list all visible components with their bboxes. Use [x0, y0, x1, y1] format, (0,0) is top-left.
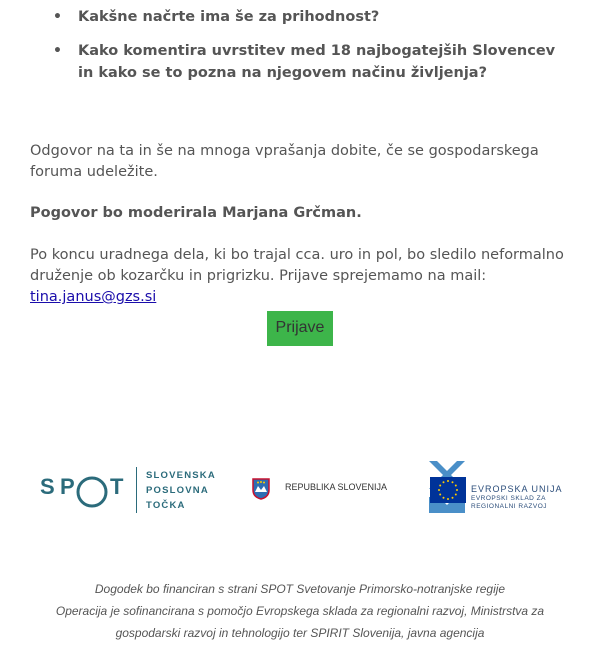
footer-line: Dogodek bo financiran s strani SPOT Svetovanje Primorsko-notranjske regije — [94, 582, 506, 596]
bullet: • — [53, 9, 62, 25]
intro-paragraph: Odgovor na ta in še na mnoga vprašanja dobite, če se gospodarskega foruma udeležite. — [30, 143, 539, 180]
eu-emblem-icon — [427, 459, 469, 515]
question-text: Kakšne načrte ima še za prihodnost? — [78, 9, 380, 25]
footer-note — [0, 578, 600, 644]
spot-line: SLOVENSKA — [146, 470, 216, 481]
republika-slovenija-logo — [252, 478, 392, 502]
eu-subtitle: EVROPSKI SKLAD ZA — [471, 495, 546, 502]
eu-title: EVROPSKA UNIJA — [471, 484, 563, 494]
moderator-paragraph: Pogovor bo moderirala Marjana Grčman. — [30, 205, 362, 221]
eu-text — [471, 483, 563, 511]
question-list — [50, 6, 575, 96]
registration-paragraph — [30, 245, 575, 308]
footer-line: gospodarski razvoj in tehnologijo ter SPIRIT Slovenija, javna agencija — [115, 626, 485, 640]
email-link[interactable]: tina.janus@gzs.si — [30, 289, 157, 305]
logo-bar — [0, 455, 600, 525]
spot-letter-s: S — [40, 474, 55, 499]
spot-divider — [136, 467, 137, 513]
list-item — [50, 40, 575, 84]
eu-subtitle: REGIONALNI RAZVOJ — [471, 503, 548, 510]
republika-text: REPUBLIKA SLOVENIJA — [285, 482, 388, 492]
spot-line: TOČKA — [146, 500, 186, 511]
eu-logo — [427, 459, 567, 519]
button-row — [0, 311, 600, 346]
prijave-button[interactable]: Prijave — [267, 311, 334, 346]
list-item — [50, 6, 575, 28]
spot-line: POSLOVNA — [146, 485, 209, 496]
spot-logo — [40, 465, 220, 515]
spot-letter-t: T — [110, 474, 124, 499]
question-text: Kako komentira uvrstitev med 18 najbogatejših Slovencev in kako se to pozna na njegovem načinu življenja? — [78, 43, 556, 81]
bullet: • — [53, 43, 62, 59]
footer-line: Operacija je sofinancirana s pomočjo Evropskega sklada za regionalni razvoj, Ministrstva za — [55, 604, 545, 618]
coat-of-arms-icon — [252, 478, 270, 500]
spot-letter-p: P — [60, 474, 75, 499]
registration-text: Po koncu uradnega dela, ki bo trajal cca. uro in pol, bo sledilo neformalno druženje ob kozarčku in prigrizku. Prijave sprejemamo na mail: — [30, 247, 564, 284]
spot-tagline — [146, 468, 216, 513]
